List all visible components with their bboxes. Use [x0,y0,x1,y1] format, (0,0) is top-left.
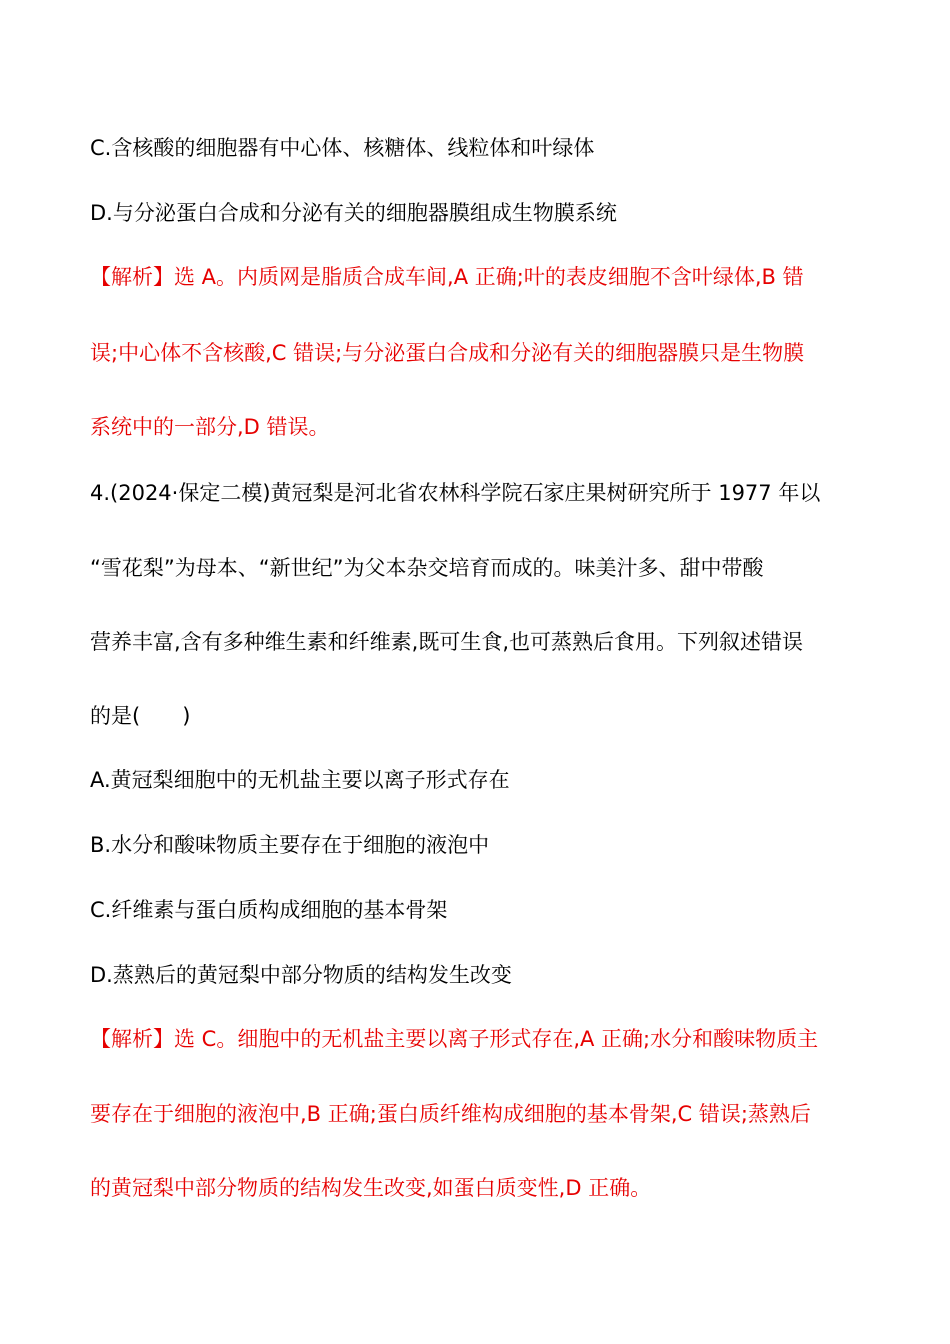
q4-analysis-line-1: 【解析】选 C。细胞中的无机盐主要以离子形式存在,A 正确;水分和酸味物质主 [90,1027,819,1051]
q4-option-c: C.纤维素与蛋白质构成细胞的基本骨架 [90,898,448,922]
q3-option-c: C.含核酸的细胞器有中心体、核糖体、线粒体和叶绿体 [90,136,595,160]
q3-option-d: D.与分泌蛋白合成和分泌有关的细胞器膜组成生物膜系统 [90,201,617,225]
q4-analysis-line-3: 的黄冠梨中部分物质的结构发生改变,如蛋白质变性,D 正确。 [90,1176,652,1200]
q3-analysis-line-3: 系统中的一部分,D 错误。 [90,415,330,439]
q4-stem-line-4: 的是( ) [90,704,191,728]
q4-stem-line-2: “雪花梨”为母本、“新世纪”为父本杂交培育而成的。味美汁多、甜中带酸 [90,556,764,580]
q4-stem-line-3: 营养丰富,含有多种维生素和纤维素,既可生食,也可蒸熟后食用。下列叙述错误 [90,630,804,654]
q3-analysis-line-1: 【解析】选 A。内质网是脂质合成车间,A 正确;叶的表皮细胞不含叶绿体,B 错 [90,265,804,289]
q4-option-a: A.黄冠梨细胞中的无机盐主要以离子形式存在 [90,768,510,792]
q4-option-b: B.水分和酸味物质主要存在于细胞的液泡中 [90,833,490,857]
q4-stem-line-1: 4.(2024·保定二模)黄冠梨是河北省农林科学院石家庄果树研究所于 1977 年以 [90,481,821,505]
q4-analysis-line-2: 要存在于细胞的液泡中,B 正确;蛋白质纤维构成细胞的基本骨架,C 错误;蒸熟后 [90,1102,811,1126]
q4-option-d: D.蒸熟后的黄冠梨中部分物质的结构发生改变 [90,963,512,987]
q3-analysis-line-2: 误;中心体不含核酸,C 错误;与分泌蛋白合成和分泌有关的细胞器膜只是生物膜 [90,341,805,365]
